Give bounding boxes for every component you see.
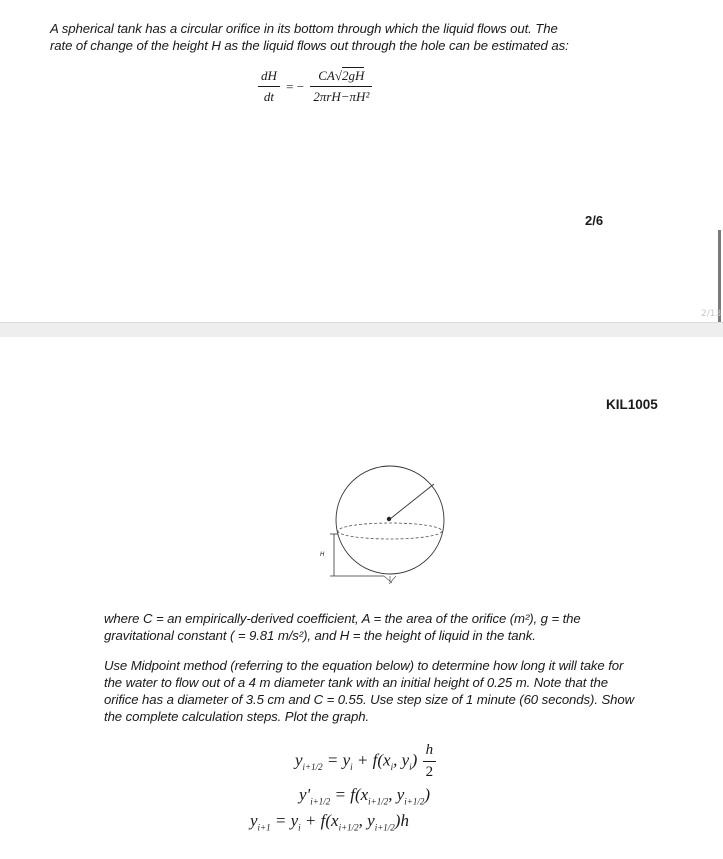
f2-rhs: = f(x [330,785,369,804]
f3-rhs: + f(x [300,811,339,830]
f3-rhs-sub1: i+1/2 [338,822,359,833]
f3-lhs-sub: i+1 [257,822,271,833]
f1-lhs-sub: i+1/2 [302,761,323,772]
f1-fraction [423,742,437,781]
task-paragraph [104,657,674,725]
equation-lhs [258,68,280,105]
intro-line-1: A spherical tank has a circular orifice in its bottom through which the liquid flows out. The [50,21,558,36]
f3-mid: = y [270,811,299,830]
where-line-1: where C = an empirically-derived coefficient, A = the area of the orifice (m²), g = the [104,611,581,626]
equation-sign: = − [286,78,305,94]
rhs-sqrt-content: 2gH [342,68,365,83]
task-line-4: the complete calculation steps. Plot the graph. [104,709,370,724]
f1-mid: = y [322,750,351,770]
where-paragraph [104,610,669,644]
task-line-3: orifice has a diameter of 3.5 cm and C = 0.55. Use step size of 1 minute (60 seconds). Show [104,692,635,707]
course-code: KIL1005 [606,397,658,412]
f3-mid-sub: i [298,822,301,833]
f1-rhs-sub2: i [409,761,412,772]
spherical-tank-diagram [318,460,458,590]
f1-rhs: + f(x [352,750,391,770]
height-rate-equation [258,68,372,105]
f1-rhs-sub1: i [390,761,394,772]
f3-rhs-2: , y [358,811,375,830]
f2-rhs-2: , y [388,785,405,804]
task-line-2: the water to flow out of a 4 m diameter tank with an initial height of 0.25 m. Note that the [104,675,608,690]
midpoint-formula-1 [295,742,436,781]
equation-rhs [310,68,372,105]
rhs-numerator [310,68,372,86]
page-gap [0,322,723,337]
midpoint-formula-2 [299,785,430,806]
lhs-numerator: dH [261,68,277,83]
liquid-surface [338,523,442,539]
where-line-2: gravitational constant ( = 9.81 m/s²), and H = the height of liquid in the tank. [104,628,536,643]
f1-rhs-2: , y [393,750,410,770]
f1-rhs-3: ) [411,750,418,770]
f3-lhs: y [250,811,258,830]
f2-rhs-sub1: i+1/2 [368,796,389,807]
diagram-height-label: H [320,552,325,558]
f1-frac-num: h [425,742,434,758]
page-number: 2/6 [585,213,604,228]
f2-rhs-3: ) [424,785,431,804]
lhs-denominator: dt [258,86,280,105]
sqrt-symbol: √ [334,68,343,83]
page-indicator: 2/13 [701,309,722,319]
f3-rhs-3: )h [394,811,409,830]
rhs-denominator: 2πrH−πH² [310,86,372,105]
f1-mid-sub: i [350,761,353,772]
f2-lhs-sub: i+1/2 [310,796,331,807]
intro-line-2: rate of change of the height H as the liquid flows out through the hole can be estimated as: [50,38,569,53]
intro-paragraph [50,20,650,54]
task-line-1: Use Midpoint method (referring to the equation below) to determine how long it will take for [104,658,624,673]
rhs-numerator-ca: CA [318,68,335,83]
midpoint-formula-3 [250,811,409,832]
tank-center-dot [387,517,391,521]
f2-lhs: y' [299,785,311,804]
f3-rhs-sub2: i+1/2 [374,822,395,833]
radius-line [390,484,434,519]
f1-lhs: y [295,750,303,770]
f1-frac-den: 2 [423,761,437,781]
f2-rhs-sub2: i+1/2 [404,796,425,807]
